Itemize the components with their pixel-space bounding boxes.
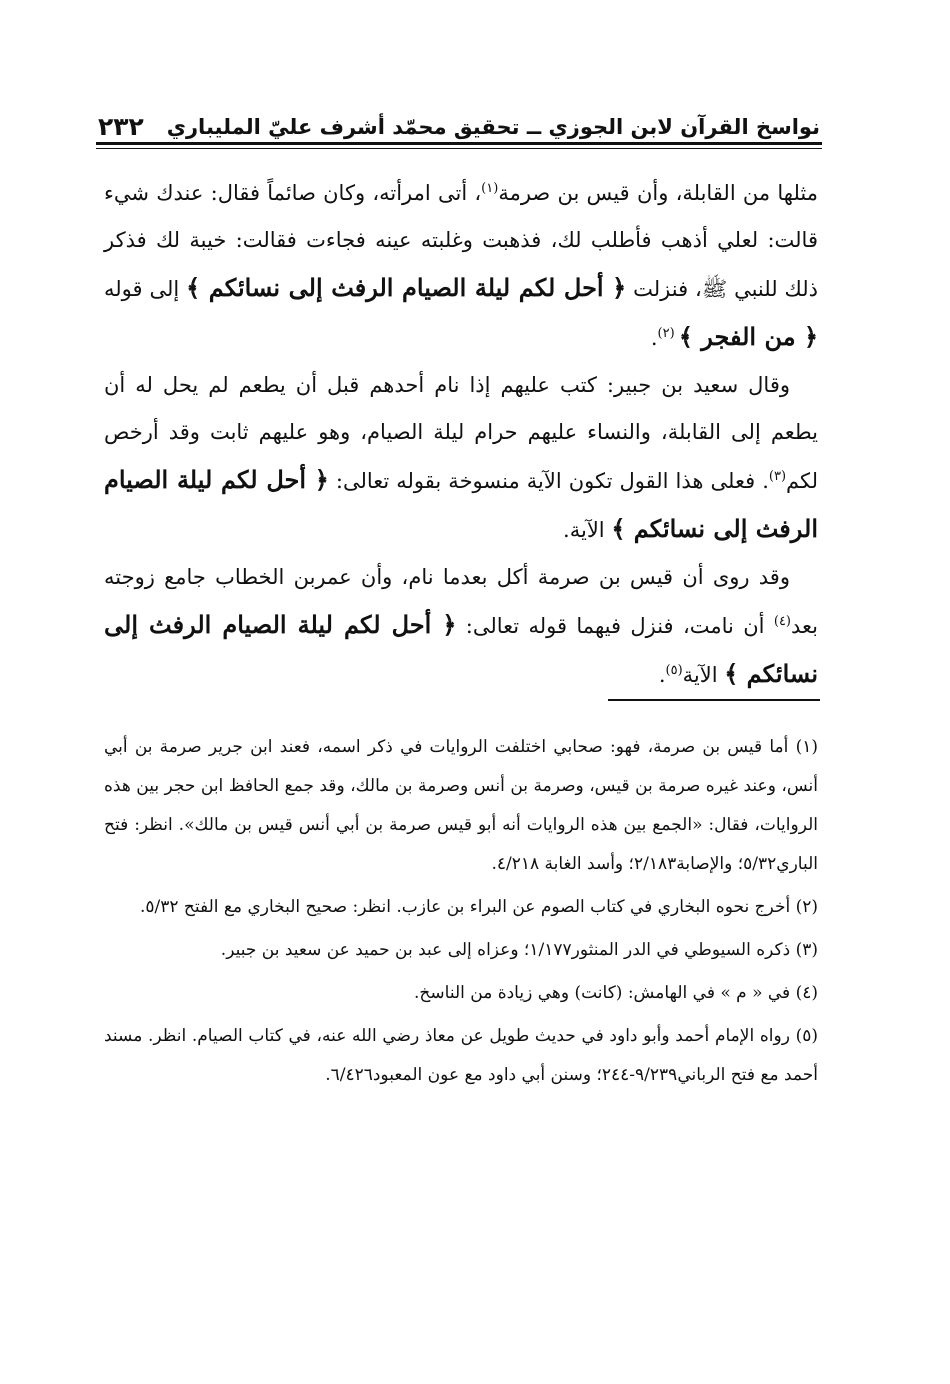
paragraph-text: أن نامت، فنزل فيهما قوله تعالى:	[456, 614, 774, 638]
paragraph-1	[104, 170, 818, 362]
footnote-2: (٢) أخرج نحوه البخاري في كتاب الصوم عن البراء بن عازب. انظر: صحيح البخاري مع الفتح ٥/٣٢.	[139, 897, 818, 917]
footnote-separator	[608, 699, 820, 701]
header-rule-thick	[96, 142, 822, 145]
running-header	[98, 98, 820, 142]
paragraph-text: وقال سعيد بن جبير: كتب عليهم إذا نام أحدهم قبل أن يطعم لم يحل له أن يطعم إلى القابلة، والنساء عليهم حرام ليلة الصيام، وهو عليهم ثابت وقد أرخص لكم	[104, 373, 818, 493]
footnotes	[104, 728, 818, 1095]
paragraph-text: مثلها من القابلة، وأن قيس بن صرمة	[498, 181, 818, 205]
paragraph-text: الآية	[682, 663, 725, 687]
footnote-4: (٤) في « م » في الهامش: (كانت) وهي زيادة من الناسخ.	[414, 983, 818, 1003]
footnote-ref-2[interactable]: (٢)	[657, 326, 679, 341]
header-rule-thin	[96, 148, 822, 149]
footnote-3: (٣) ذكره السيوطي في الدر المنثور١/١٧٧؛ وعزاه إلى عبد بن حميد عن سعيد بن جبير.	[220, 940, 818, 960]
running-header-title: نواسخ القرآن لابن الجوزي ــ تحقيق محمّد أشرف عليّ المليباري	[166, 115, 820, 139]
footnote-5: (٥) رواه الإمام أحمد وأبو داود في حديث طويل عن معاذ رضي الله عنه، في كتاب الصيام. انظر. مسند أحمد مع فتح الرباني٩/٢٣٩-٢٤٤؛ وسنن أبي داود مع عون المعبود٦/٤٢٦.	[104, 1026, 818, 1085]
page-number: ٢٣٢	[98, 112, 144, 141]
main-text	[104, 170, 818, 699]
paragraph-text: الآية.	[563, 518, 612, 542]
paragraph-3	[104, 554, 818, 699]
paragraph-text: وقد روى أن قيس بن صرمة أكل بعدما نام، وأن عمربن الخطاب جامع زوجته بعد	[104, 565, 818, 638]
paragraph-text: .	[658, 663, 666, 687]
quran-quote: ﴿ من الفجر ﴾	[678, 322, 818, 351]
paragraph-text: إلى قوله	[104, 277, 187, 301]
footnote-ref-5[interactable]: (٥)	[665, 663, 683, 678]
quran-quote: ﴿ أحل لكم ليلة الصيام الرفث إلى نسائكم ﴾	[104, 465, 818, 543]
paragraph-text: ، أتى امرأته، وكان صائماً فقال: عندك شيء قالت: لعلي أذهب فأطلب لك، فذهبت وغلبته عينه فجاءت فقالت: خيبة لك فذكر ذلك للنبي ﷺ، فنزلت	[104, 181, 818, 301]
paragraph-text: .	[650, 326, 658, 350]
quran-quote: ﴿ أحل لكم ليلة الصيام الرفث إلى نسائكم ﴾	[186, 273, 627, 302]
footnote-ref-4[interactable]: (٤)	[773, 614, 791, 629]
quran-quote: ﴿ أحل لكم ليلة الصيام الرفث إلى نسائكم ﴾	[104, 610, 818, 688]
footnote-1: (١) أما قيس بن صرمة، فهو: صحابي اختلفت الروايات في ذكر اسمه، فعند ابن جرير صرمة بن أبي أنس، وعند غيره صرمة بن قيس، وصرمة بن أنس وصرمة بن مالك، وقد جمع الحافظ ابن حجر بين هذه الروايات، فقال: «الجمع بين هذه الروايات أنه أبو قيس صرمة بن أبي أنس قيس بن مالك». انظر: فتح الباري٥/٣٢؛ والإصابة٢/١٨٣؛ وأسد الغابة ٤/٢١٨.	[104, 737, 818, 874]
paragraph-2	[104, 362, 818, 554]
paragraph-text: . فعلى هذا القول تكون الآية منسوخة بقوله تعالى:	[328, 469, 769, 493]
footnote-ref-1[interactable]: (١)	[481, 181, 499, 196]
footnote-ref-3[interactable]: (٣)	[768, 469, 787, 484]
